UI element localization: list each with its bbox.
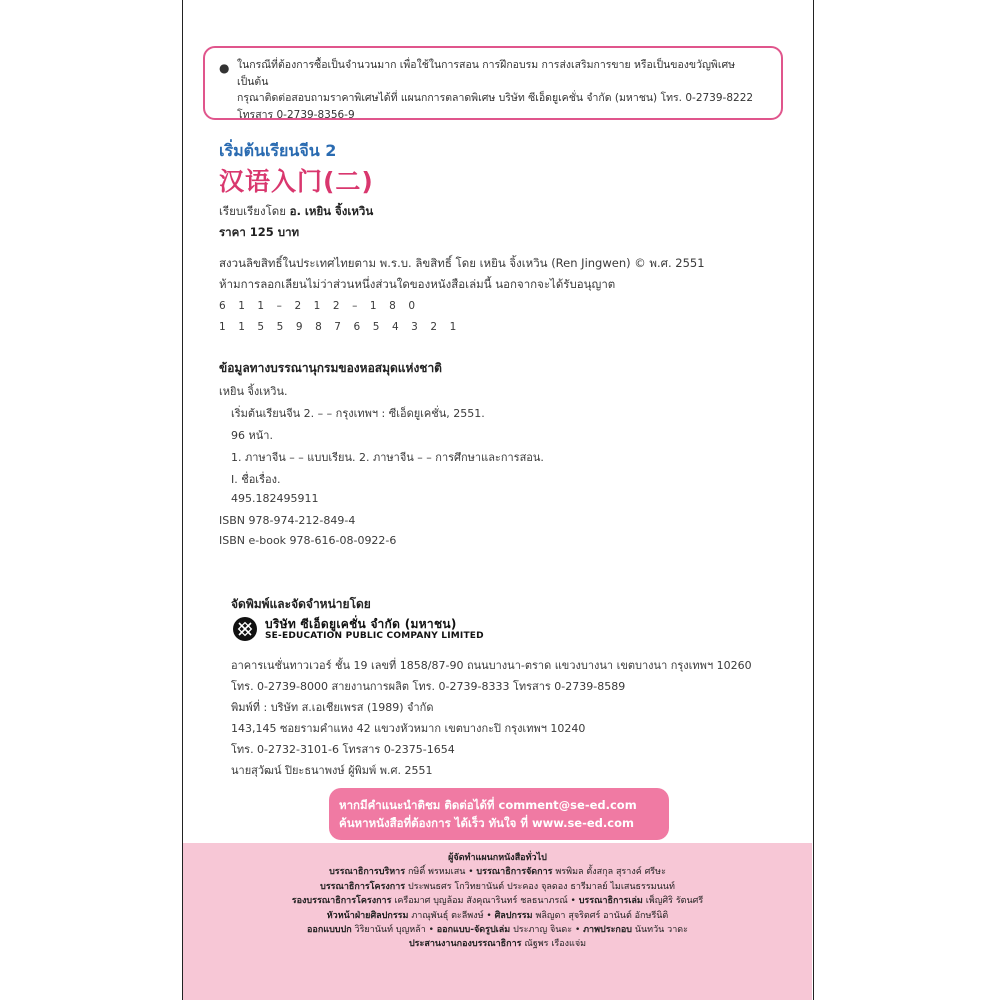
credit-names: ณัฐพร เรืองแจ่ม — [524, 939, 587, 950]
notice-line: โทรสาร 0-2739-8356-9 — [237, 108, 355, 121]
price: ราคา 125 บาท — [219, 225, 300, 239]
notice-line: ในกรณีที่ต้องการซื้อเป็นจำนวนมาก เพื่อใช้ในการสอน การฝึกอบรม การส่งเสริมการขาย หรือเป็นของขวัญพิเศษ เป็นต้น — [237, 59, 736, 88]
copyright-line: สงวนลิขสิทธิ์ในประเทศไทยตาม พ.ร.บ. ลิขสิทธิ์ โดย เหยิน จิ้งเหวิน (Ren Jingwen) © พ.ศ. 2551 — [219, 256, 705, 270]
credit-role: บรรณาธิการจัดการ — [476, 867, 553, 878]
credit-role: รองบรรณาธิการโครงการ — [291, 896, 392, 907]
printer-phones: โทร. 0-2732-3101-6 โทรสาร 0-2375-1654 — [231, 743, 455, 756]
se-ed-logo — [233, 617, 257, 641]
credit-role: ศิลปกรรม — [494, 910, 533, 921]
author-label: เรียบเรียงโดย — [219, 204, 286, 218]
credit-role: ภาพประกอบ — [583, 925, 632, 936]
contact-promo-box — [329, 788, 669, 840]
notice-line: กรุณาติดต่อสอบถามราคาพิเศษได้ที่ แผนกการตลาดพิเศษ บริษัท ซีเอ็ดยูเคชั่น จำกัด (มหาชน) โทร. 0-2739-8222 — [237, 92, 754, 104]
credits-row: รองบรรณาธิการโครงการ เครือมาศ บุญล้อม สังคุณารินทร์ ชลธนาภรณ์ • บรรณาธิการเล่ม เพ็ญศิริ รัตนศรี — [291, 896, 704, 907]
credits-panel — [183, 843, 812, 1000]
author-name: อ. เหยิน จิ้งเหวิน — [289, 204, 374, 218]
promo-website-line[interactable]: ค้นหาหนังสือที่ต้องการ ได้เร็ว ทันใจ ที่ www.se-ed.com — [339, 816, 634, 830]
publisher-heading: จัดพิมพ์และจัดจำหน่ายโดย — [231, 597, 371, 611]
cip-title-entry: I. ชื่อเรื่อง. — [231, 473, 281, 486]
publisher-name-thai: บริษัท ซีเอ็ดยูเคชั่น จำกัด (มหาชน) — [265, 617, 457, 631]
isbn-ebook: ISBN e-book 978-616-08-0922-6 — [219, 534, 397, 547]
cip-title: เริ่มต้นเรียนจีน 2. – – กรุงเทพฯ : ซีเอ็ดยูเคชั่น, 2551. — [231, 407, 485, 420]
cip-class-number: 495.182495911 — [231, 492, 319, 505]
book-page — [182, 0, 814, 1000]
printer-address: 143,145 ซอยรามคำแหง 42 แขวงหัวหมาก เขตบางกะปิ กรุงเทพฯ 10240 — [231, 722, 586, 735]
isbn: ISBN 978-974-212-849-4 — [219, 514, 356, 527]
credit-role: บรรณาธิการโครงการ — [320, 881, 406, 892]
credit-role: ออกแบบ-จัดรูปเล่ม — [436, 925, 511, 936]
credits-row — [183, 937, 812, 951]
credit-names: เพ็ญศิริ รัตนศรี — [645, 896, 704, 907]
bulk-order-notice — [203, 46, 783, 120]
credit-names: นันทวัน วาดะ — [634, 925, 688, 936]
publisher-name-english: SE-EDUCATION PUBLIC COMPANY LIMITED — [265, 631, 484, 641]
credits-row: บรรณาธิการบริหาร กษิติ์ พรหมเสน • บรรณาธิการจัดการ พรพิมล ตั้งสกุล สุรางค์ ศรีษะ — [329, 867, 666, 878]
credit-names: พรพิมล ตั้งสกุล สุรางค์ ศรีษะ — [555, 867, 666, 878]
publisher-line: นายสุวัฒน์ ปิยะธนาพงษ์ ผู้พิมพ์ พ.ศ. 2551 — [231, 764, 433, 777]
credits-row: ออกแบบปก วิริยานันท์ บุญหล้า • ออกแบบ-จัดรูปเล่ม ประภาญ จินดะ • ภาพประกอบ นันทวัน วาดะ — [307, 925, 688, 936]
bullet-icon: ● — [219, 61, 230, 75]
cip-pages: 96 หน้า. — [231, 429, 273, 442]
cip-heading: ข้อมูลทางบรรณานุกรมของหอสมุดแห่งชาติ — [219, 361, 442, 375]
book-code: 6 1 1 – 2 1 2 – 1 8 0 — [219, 300, 420, 312]
cip-author: เหยิน จิ้งเหวิน. — [219, 385, 288, 398]
credits-row — [183, 880, 812, 894]
book-title-chinese: 汉语入门(二) — [219, 167, 374, 196]
book-title-thai: เริ่มต้นเรียนจีน 2 — [219, 141, 337, 160]
author-line — [219, 203, 373, 221]
credit-names: พลิญดา สุจริตศร์ อานันต์ อักษรีนิติ — [535, 910, 669, 921]
credit-names: กษิติ์ พรหมเสน — [407, 867, 466, 878]
credit-role: ประสานงานกองบรรณาธิการ — [408, 939, 522, 950]
credits-heading: ผู้จัดทำแผนกหนังสือทั่วไป — [448, 853, 547, 863]
publisher-address: อาคารเนชั่นทาวเวอร์ ชั้น 19 เลขที่ 1858/87-90 ถนนบางนา-ตราด แขวงบางนา เขตบางนา กรุงเทพฯ 10260 — [231, 659, 752, 672]
credit-role: บรรณาธิการเล่ม — [578, 896, 643, 907]
credit-names: ประพนธศร โกวิทยานันต์ ประคอง จุลดอง ธารีมาลย์ ไมเสนธรรมนนท์ — [408, 881, 675, 892]
credits-row: หัวหน้าฝ่ายศิลปกรรม ภาณุพันธุ์ ตะลีพงษ์ • ศิลปกรรม พลิญดา สุจริตศร์ อานันต์ อักษรีนิติ — [326, 910, 669, 921]
publisher-phones: โทร. 0-2739-8000 สายงานการผลิต โทร. 0-2739-8333 โทรสาร 0-2739-8589 — [231, 680, 626, 693]
credit-names: เครือมาศ บุญล้อม สังคุณารินทร์ ชลธนาภรณ์ — [394, 896, 568, 907]
credit-role: หัวหน้าฝ่ายศิลปกรรม — [326, 910, 409, 921]
no-copy-line: ห้ามการลอกเลียนไม่ว่าส่วนหนึ่งส่วนใดของหนังสือเล่มนี้ นอกจากจะได้รับอนุญาต — [219, 277, 616, 291]
promo-comment-line[interactable]: หากมีคำแนะนำติชม ติดต่อได้ที่ comment@se-ed.com — [339, 798, 637, 812]
printing-sequence: 1 1 5 5 9 8 7 6 5 4 3 2 1 — [219, 321, 461, 333]
credit-role: ออกแบบปก — [307, 925, 352, 936]
credit-names: ภาณุพันธุ์ ตะลีพงษ์ — [411, 910, 484, 921]
credit-names: ประภาญ จินดะ — [513, 925, 573, 936]
credit-names: วิริยานันท์ บุญหล้า — [354, 925, 426, 936]
printer-name: พิมพ์ที่ : บริษัท ส.เอเชียเพรส (1989) จำกัด — [231, 701, 434, 714]
credit-role: บรรณาธิการบริหาร — [329, 867, 406, 878]
cip-subjects: 1. ภาษาจีน – – แบบเรียน. 2. ภาษาจีน – – การศึกษาและการสอน. — [231, 451, 544, 464]
